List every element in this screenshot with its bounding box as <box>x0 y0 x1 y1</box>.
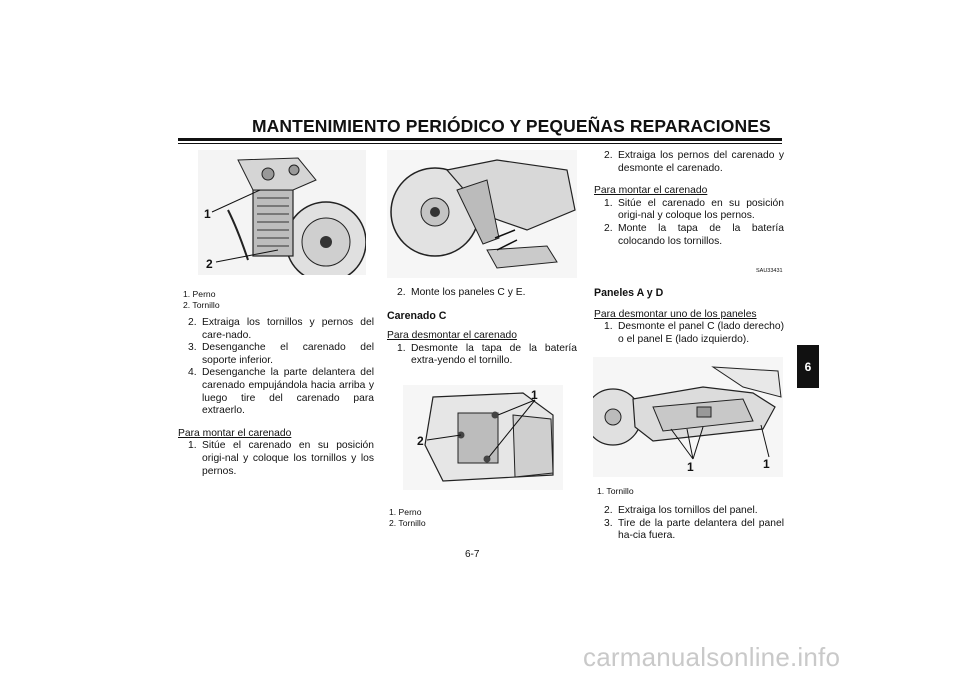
list-item: 2. Extraiga los tornillos del panel. <box>604 505 758 516</box>
list-item: 1. Desmonte el panel C (lado derecho) o el panel E (lado izquierdo). <box>604 321 784 345</box>
figure-caption <box>183 289 220 311</box>
callout-2: 2 <box>417 434 424 448</box>
subheading-mount: Para montar el carenado <box>594 185 708 197</box>
figure-side-panel <box>593 357 783 477</box>
column-3-text-bottom <box>594 505 784 543</box>
figure-fairing-bolts <box>198 150 366 275</box>
list-item: 2. Extraiga los tornillos y pernos del care-nado. <box>188 317 374 341</box>
figure-battery-cover <box>403 385 563 490</box>
figure-caption <box>597 486 634 497</box>
subheading-remove: Para desmontar uno de los paneles <box>594 308 757 320</box>
callout-1: 1 <box>204 207 211 221</box>
callout-1: 1 <box>687 460 694 474</box>
list-item: 1. Sitúe el carenado en su posición origi-nal y coloque los pernos. <box>604 197 784 222</box>
column-3-text-top <box>594 150 784 248</box>
caption-line: 2. Tornillo <box>183 300 220 310</box>
list-item: 2. Monte la tapa de la batería colocando los tornillos. <box>604 222 784 247</box>
callout-1: 1 <box>763 457 770 471</box>
caption-line: 2. Tornillo <box>389 518 426 528</box>
callout-1: 1 <box>531 388 538 402</box>
figure-front-wheel <box>387 150 577 278</box>
callout-2: 2 <box>206 257 213 271</box>
section-tab: 6 <box>797 345 819 388</box>
list-item: 3. Tire de la parte delantera del panel ha-cia fuera. <box>604 517 784 542</box>
list-item: 2. Monte los paneles C y E. <box>397 287 526 298</box>
caption-line: 1. Tornillo <box>597 486 634 496</box>
watermark: carmanualsonline.info <box>583 642 841 672</box>
column-3-text-mid <box>594 287 784 346</box>
list-item: 1. Sitúe el carenado en su posición origi-nal y coloque los tornillos y los pernos. <box>188 440 374 477</box>
header-rule-thick <box>178 138 782 141</box>
page-header-title: MANTENIMIENTO PERIÓDICO Y PEQUEÑAS REPARACIONES <box>252 116 771 136</box>
caption-line: 1. Perno <box>389 507 422 517</box>
page-number: 6-7 <box>465 549 480 560</box>
reference-code: SAU33431 <box>756 268 783 274</box>
subheading-mount: Para montar el carenado <box>178 427 292 439</box>
list-item: 1. Desmonte la tapa de la batería extra-yendo el tornillo. <box>397 342 577 367</box>
list-item: 2. Extraiga los pernos del carenado y desmonte el carenado. <box>604 150 784 174</box>
section-heading: Paneles A y D <box>594 287 664 299</box>
subheading-remove: Para desmontar el carenado <box>387 330 517 342</box>
figure-caption <box>389 507 426 529</box>
list-item: 3. Desenganche el carenado del soporte inferior. <box>188 342 374 366</box>
column-1-text <box>178 317 374 478</box>
list-item: 4. Desenganche la parte delantera del carenado empujándola hacia arriba y luego tire del carenado para extraerlo. <box>188 367 374 417</box>
header-rule-thin <box>178 143 782 144</box>
caption-line: 1. Perno <box>183 289 216 299</box>
column-2-text <box>387 287 577 368</box>
section-heading: Carenado C <box>387 309 447 322</box>
